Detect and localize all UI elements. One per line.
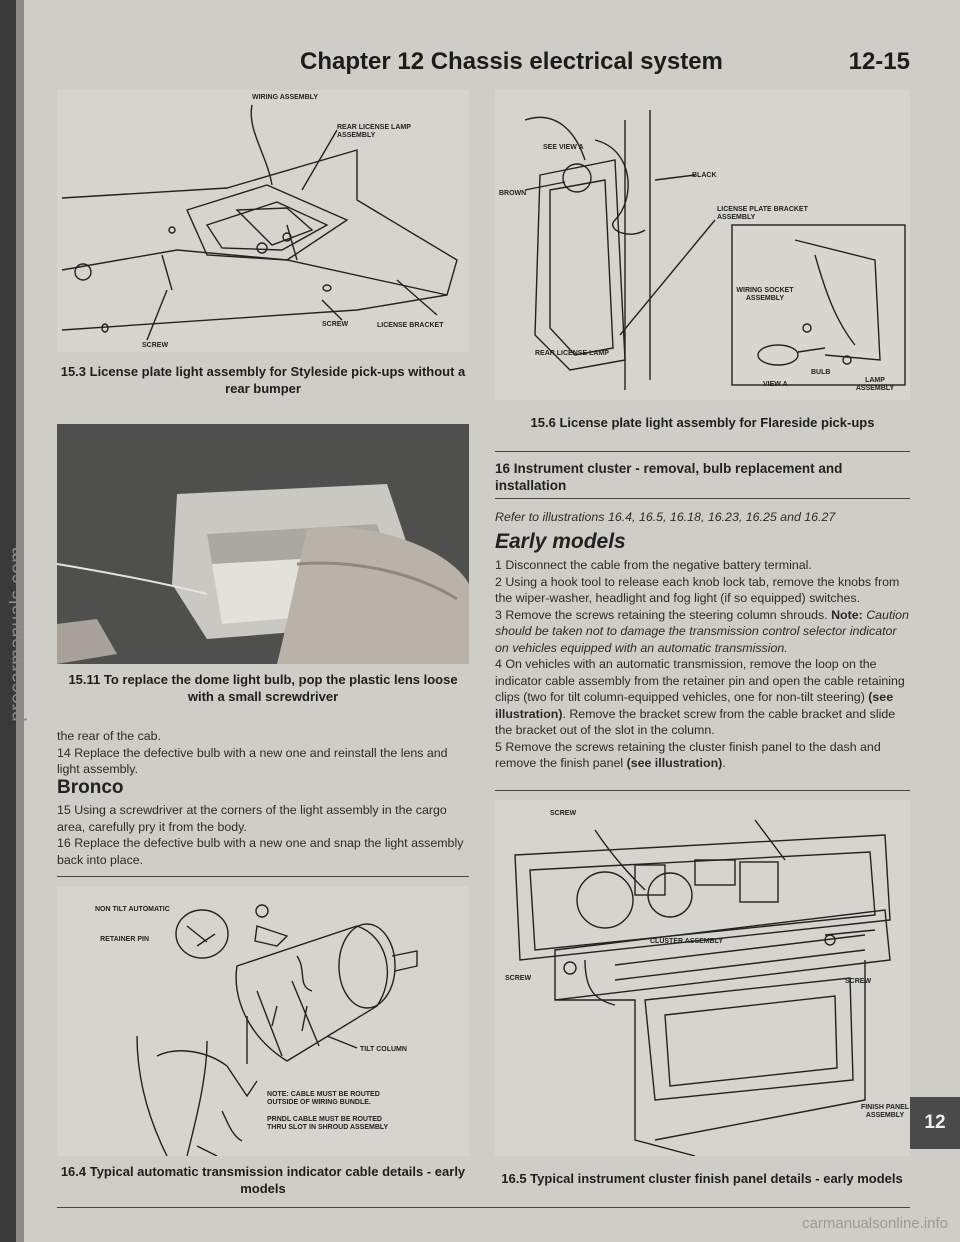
paragraph-16: 16 Replace the defective bulb with a new one and snap the light assembly back into place. (57, 836, 464, 867)
label-cluster-assembly: CLUSTER ASSEMBLY (650, 938, 723, 945)
caption-15-3: 15.3 License plate light assembly for Styleside pick-ups without a rear bumper (60, 364, 466, 396)
caption-16-4: 16.4 Typical automatic transmission indicator cable details - early models (60, 1164, 466, 1196)
label-non-tilt-automatic: NON TILT AUTOMATIC (95, 906, 170, 913)
paragraph-continued: the rear of the cab. (57, 729, 162, 743)
side-watermark: procarmanuals.com (7, 546, 28, 722)
label-wiring-assembly: WIRING ASSEMBLY (252, 94, 318, 101)
label-tilt-column: TILT COLUMN (360, 1046, 407, 1053)
paragraph-14: 14 Replace the defective bulb with a new one and reinstall the lens and light assembly. (57, 745, 448, 776)
label-lamp-assembly: LAMP ASSEMBLY (855, 377, 895, 392)
step-4-text-end: . Remove the bracket screw from the cable bracket and slide the bracket out of the slot in the column. (495, 706, 896, 737)
left-rule-1 (57, 876, 469, 877)
figure-15-3 (57, 90, 469, 352)
footer-watermark: carmanualsonline.info (802, 1215, 948, 1232)
figure-16-4 (57, 886, 469, 1156)
step-3-caution: Caution should be taken not to damage the transmission control selector indicator on vehicles equipped with an automatic transmission. (495, 607, 909, 655)
step-5-see-illustration: (see illustration) (626, 756, 723, 770)
heading-early-models: Early models (495, 530, 626, 553)
right-rule-1 (495, 451, 910, 452)
chapter-tab: 12 (910, 1097, 960, 1149)
label-rear-license-lamp: REAR LICENSE LAMP ASSEMBLY (337, 124, 411, 139)
bottom-rule (57, 1207, 910, 1208)
step-4-see-illustration: (see illustration) (495, 690, 894, 721)
label-screw-left: SCREW (142, 342, 169, 349)
label-view-a: VIEW A (763, 381, 788, 388)
right-rule-3 (495, 790, 910, 791)
paragraph-15: 15 Using a screwdriver at the corners of the light assembly in the cargo area, carefully pry it from the body. (57, 803, 447, 834)
step-5-text: 5 Remove the screws retaining the cluster finish panel to the dash and remove the finish panel (495, 739, 881, 770)
figure-16-4-drawing (57, 886, 469, 1156)
label-screw-top: SCREW (550, 810, 577, 817)
step-3-text: 3 Remove the screws retaining the steering column shrouds. (495, 607, 832, 622)
figure-16-5 (495, 800, 910, 1156)
step-5 (495, 739, 910, 772)
left-column-text (57, 728, 469, 778)
label-rear-license-lamp: REAR LICENSE LAMP (535, 350, 609, 357)
page-header (300, 48, 910, 80)
caption-15-11: 15.11 To replace the dome light bulb, pop the plastic lens loose with a small screwdriver (68, 672, 458, 704)
step-4 (495, 656, 910, 739)
label-brown: BROWN (499, 190, 527, 197)
label-black: BLACK (692, 172, 717, 179)
label-wiring-socket: WIRING SOCKET ASSEMBLY (736, 287, 794, 302)
label-screw-right: SCREW (322, 321, 349, 328)
caption-16-5: 16.5 Typical instrument cluster finish panel details - early models (501, 1171, 903, 1186)
right-rule-2 (495, 498, 910, 499)
chapter-title: Chapter 12 Chassis electrical system (300, 48, 723, 75)
label-cable-note: NOTE: CABLE MUST BE ROUTED OUTSIDE OF WIRING BUNDLE. (267, 1091, 380, 1106)
caption-15-6: 15.6 License plate light assembly for Flareside pick-ups (530, 415, 875, 430)
label-see-view-a: SEE VIEW A (543, 144, 584, 151)
step-4-text: 4 On vehicles with an automatic transmission, remove the loop on the indicator cable assembly from the retainer pin and open the cable retaining clips (two for tilt column-equipped vehicles, one for non-tilt steering) (495, 657, 905, 704)
step-3 (495, 607, 910, 657)
label-screw-left: SCREW (505, 975, 532, 982)
label-bulb: BULB (811, 369, 831, 376)
bronco-text (57, 802, 469, 868)
figure-15-6 (495, 90, 910, 400)
step-3-note-label: Note: (831, 607, 863, 622)
label-license-bracket: LICENSE BRACKET (377, 322, 444, 329)
label-license-plate-bracket: LICENSE PLATE BRACKET ASSEMBLY (717, 206, 808, 221)
illustration-reference: Refer to illustrations 16.4, 16.5, 16.18, 16.23, 16.25 and 16.27 (495, 510, 836, 524)
step-1: 1 Disconnect the cable from the negative battery terminal. (495, 558, 812, 572)
section-16-text (495, 557, 910, 772)
label-prndl-cable: PRNDL CABLE MUST BE ROUTED THRU SLOT IN SHROUD ASSEMBLY (267, 1116, 389, 1131)
figure-15-11-photo (57, 424, 469, 664)
label-retainer-pin: RETAINER PIN (100, 936, 149, 943)
dome-light-photo (57, 424, 469, 664)
section-16-heading: 16 Instrument cluster - removal, bulb replacement and installation (495, 461, 843, 493)
label-finish-panel: FINISH PANEL ASSEMBLY (860, 1104, 910, 1119)
step-2: 2 Using a hook tool to release each knob lock tab, remove the knobs from the wiper-washer, headlight and fog light (if so equipped) switches. (495, 574, 900, 605)
heading-bronco: Bronco (57, 777, 124, 798)
label-screw-right: SCREW (845, 978, 872, 985)
page-number: 12-15 (848, 48, 910, 75)
step-5-text-end: . (722, 756, 726, 770)
